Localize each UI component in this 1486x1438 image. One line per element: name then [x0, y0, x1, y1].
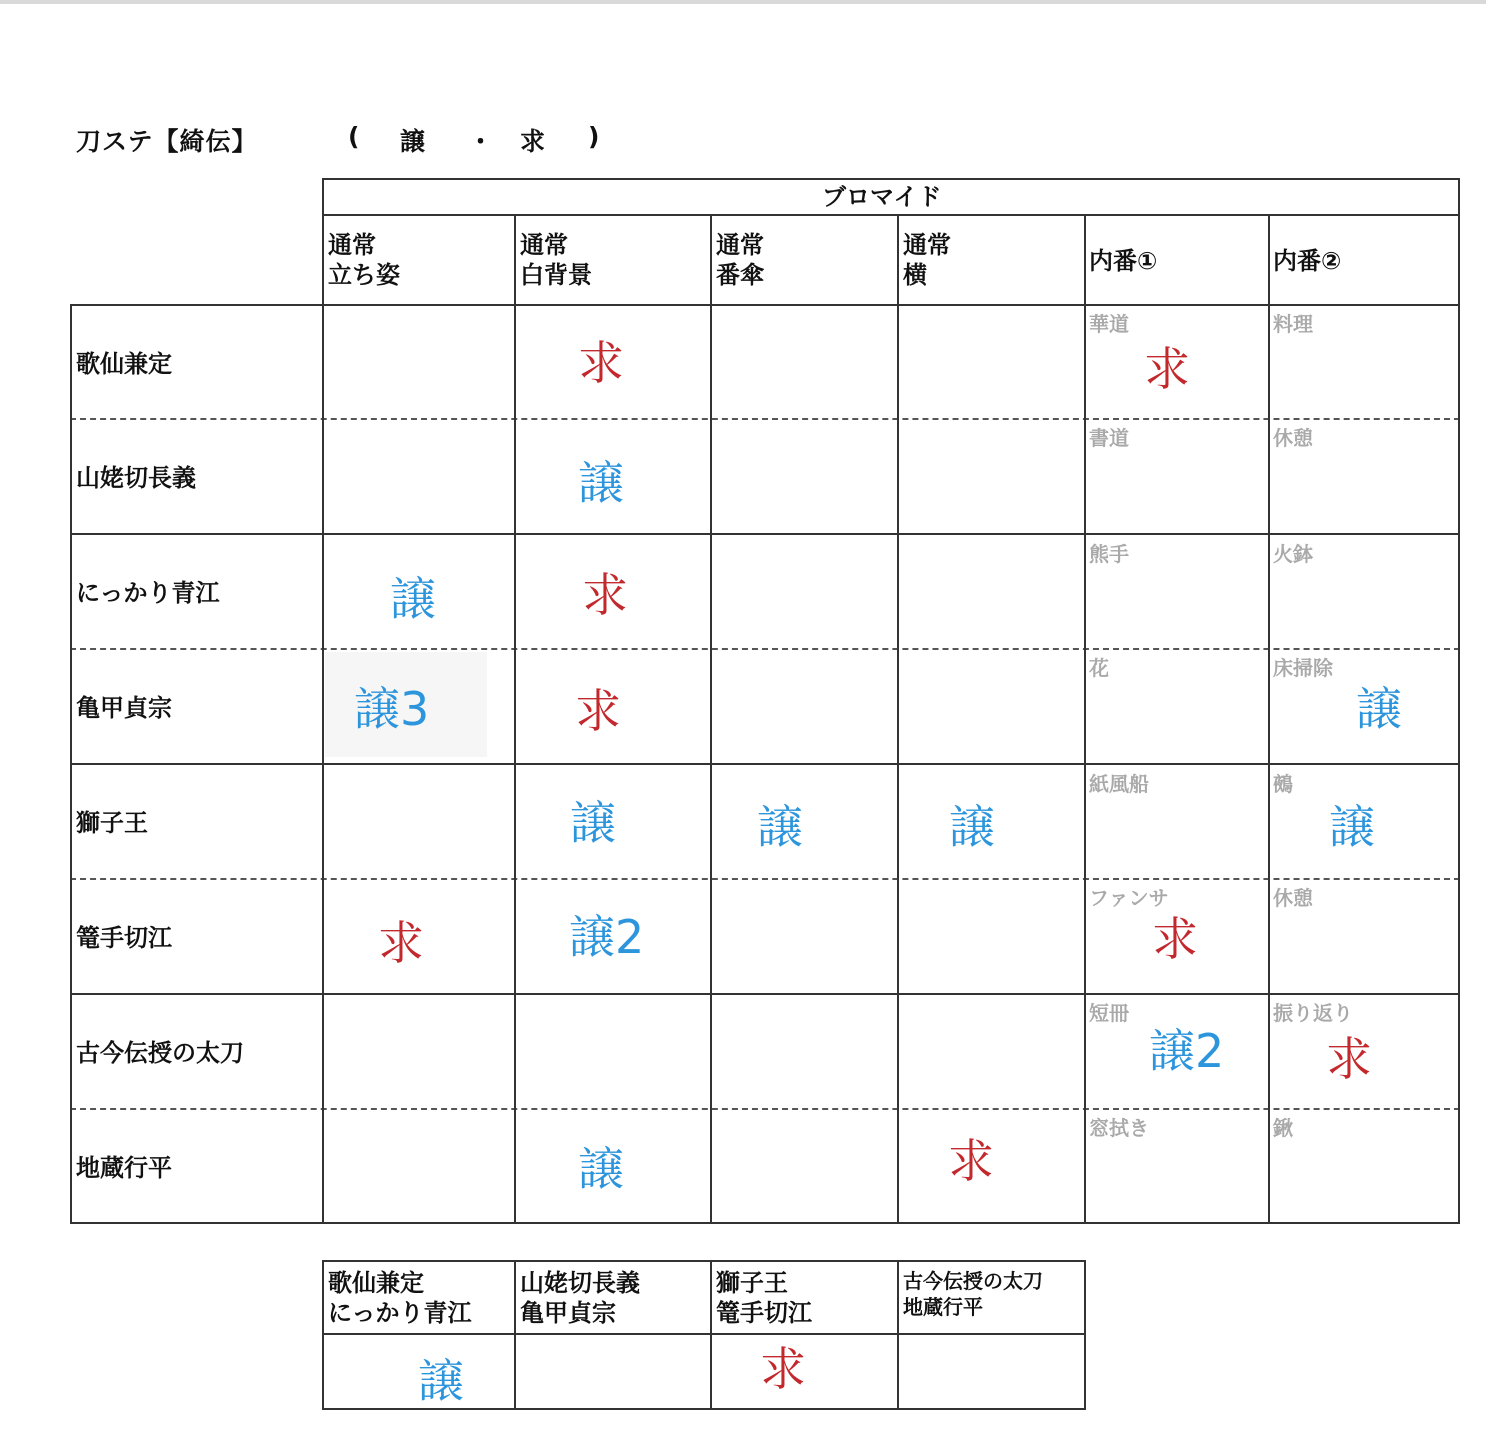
naiban2-label: 鍬 [1273, 1116, 1293, 1140]
grid-line [322, 1333, 1086, 1335]
grid-line [70, 1222, 1460, 1224]
legend-open-paren: ( [348, 122, 360, 151]
grid-line [70, 304, 1460, 306]
naiban1-label: 書道 [1089, 426, 1129, 450]
column-header-normal-side: 通常 横 [903, 231, 951, 289]
naiban1-label: 花 [1089, 656, 1109, 680]
naiban1-label: 短冊 [1089, 1001, 1129, 1025]
pair-header: 獅子王 篭手切江 [716, 1269, 812, 1327]
give-mark: 譲 [1329, 800, 1375, 854]
row-label: 篭手切江 [76, 924, 172, 952]
header-group-bromide: ブロマイド [822, 183, 942, 211]
pair-header: 歌仙兼定 にっかり青江 [328, 1269, 472, 1327]
give-mark: 譲 [757, 800, 803, 854]
column-header-naiban-1: 内番① [1089, 247, 1158, 275]
want-mark: 求 [575, 684, 621, 738]
give-mark: 譲3 [354, 682, 430, 736]
give-mark: 譲 [418, 1354, 464, 1408]
pair-header: 古今伝授の太刀 地蔵行平 [903, 1269, 1043, 1319]
legend-want: 求 [520, 127, 546, 156]
grid-line [897, 1260, 899, 1410]
grid-line [710, 214, 712, 1224]
want-mark: 求 [1326, 1032, 1372, 1086]
row-label: 亀甲貞宗 [76, 694, 172, 722]
grid-dashed-line [70, 648, 1460, 650]
grid-line [1458, 178, 1460, 1224]
legend-close-paren: ) [588, 122, 600, 151]
column-header-normal-umbrella: 通常 番傘 [716, 231, 764, 289]
grid-line [322, 178, 324, 1224]
grid-dashed-line [70, 878, 1460, 880]
grid-line [514, 1260, 516, 1410]
give-mark: 譲 [1356, 682, 1402, 736]
row-label: 地蔵行平 [76, 1154, 172, 1182]
column-header-normal-standing: 通常 立ち姿 [328, 231, 400, 289]
row-label: 古今伝授の太刀 [76, 1039, 244, 1067]
naiban2-label: 振り返り [1273, 1001, 1353, 1025]
column-header-normal-white-bg: 通常 白背景 [520, 231, 592, 289]
give-mark: 譲2 [569, 910, 645, 964]
grid-line [1084, 214, 1086, 1224]
naiban1-label: 紙風船 [1089, 772, 1149, 796]
naiban1-label: 窓拭き [1089, 1116, 1149, 1140]
grid-line [897, 214, 899, 1224]
naiban1-label: 華道 [1089, 312, 1129, 336]
row-label: 山姥切長義 [76, 464, 196, 492]
grid-line [322, 1408, 1086, 1410]
grid-dashed-line [70, 418, 1460, 420]
grid-line [322, 178, 1460, 180]
grid-line [322, 214, 1460, 216]
grid-line [70, 993, 1460, 995]
grid-line [710, 1260, 712, 1410]
naiban2-label: 休憩 [1273, 426, 1313, 450]
grid-line [70, 304, 72, 1224]
grid-line [322, 1260, 1086, 1262]
top-border [0, 0, 1486, 4]
pair-header: 山姥切長義 亀甲貞宗 [520, 1269, 640, 1327]
row-label: 歌仙兼定 [76, 350, 172, 378]
legend-give: 譲 [400, 127, 426, 156]
grid-line [514, 214, 516, 1224]
give-mark: 譲 [578, 456, 624, 510]
row-label: 獅子王 [76, 809, 148, 837]
grid-line [1084, 1260, 1086, 1410]
naiban2-label: 火鉢 [1273, 542, 1313, 566]
legend-dot: ・ [468, 127, 494, 156]
want-mark: 求 [948, 1134, 994, 1188]
row-label: にっかり青江 [76, 579, 220, 607]
give-mark: 譲 [949, 800, 995, 854]
column-header-naiban-2: 内番② [1273, 247, 1342, 275]
want-mark: 求 [582, 568, 628, 622]
want-mark: 求 [1152, 912, 1198, 966]
naiban1-label: 熊手 [1089, 542, 1129, 566]
grid-line [70, 533, 1460, 535]
naiban1-label: ファンサ [1089, 886, 1169, 910]
want-mark: 求 [378, 916, 424, 970]
naiban2-label: 床掃除 [1273, 656, 1333, 680]
give-mark: 譲 [390, 572, 436, 626]
page-title: 刀ステ【綺伝】 [76, 127, 258, 156]
want-mark: 求 [760, 1342, 806, 1396]
naiban2-label: 鵺 [1273, 772, 1293, 796]
give-mark: 譲 [570, 796, 616, 850]
grid-dashed-line [70, 1108, 1460, 1110]
want-mark: 求 [1144, 342, 1190, 396]
grid-line [322, 1260, 324, 1410]
naiban2-label: 休憩 [1273, 886, 1313, 910]
grid-line [70, 763, 1460, 765]
give-mark: 譲2 [1149, 1024, 1225, 1078]
want-mark: 求 [578, 336, 624, 390]
give-mark: 譲 [578, 1142, 624, 1196]
grid-line [1268, 214, 1270, 1224]
naiban2-label: 料理 [1273, 312, 1313, 336]
